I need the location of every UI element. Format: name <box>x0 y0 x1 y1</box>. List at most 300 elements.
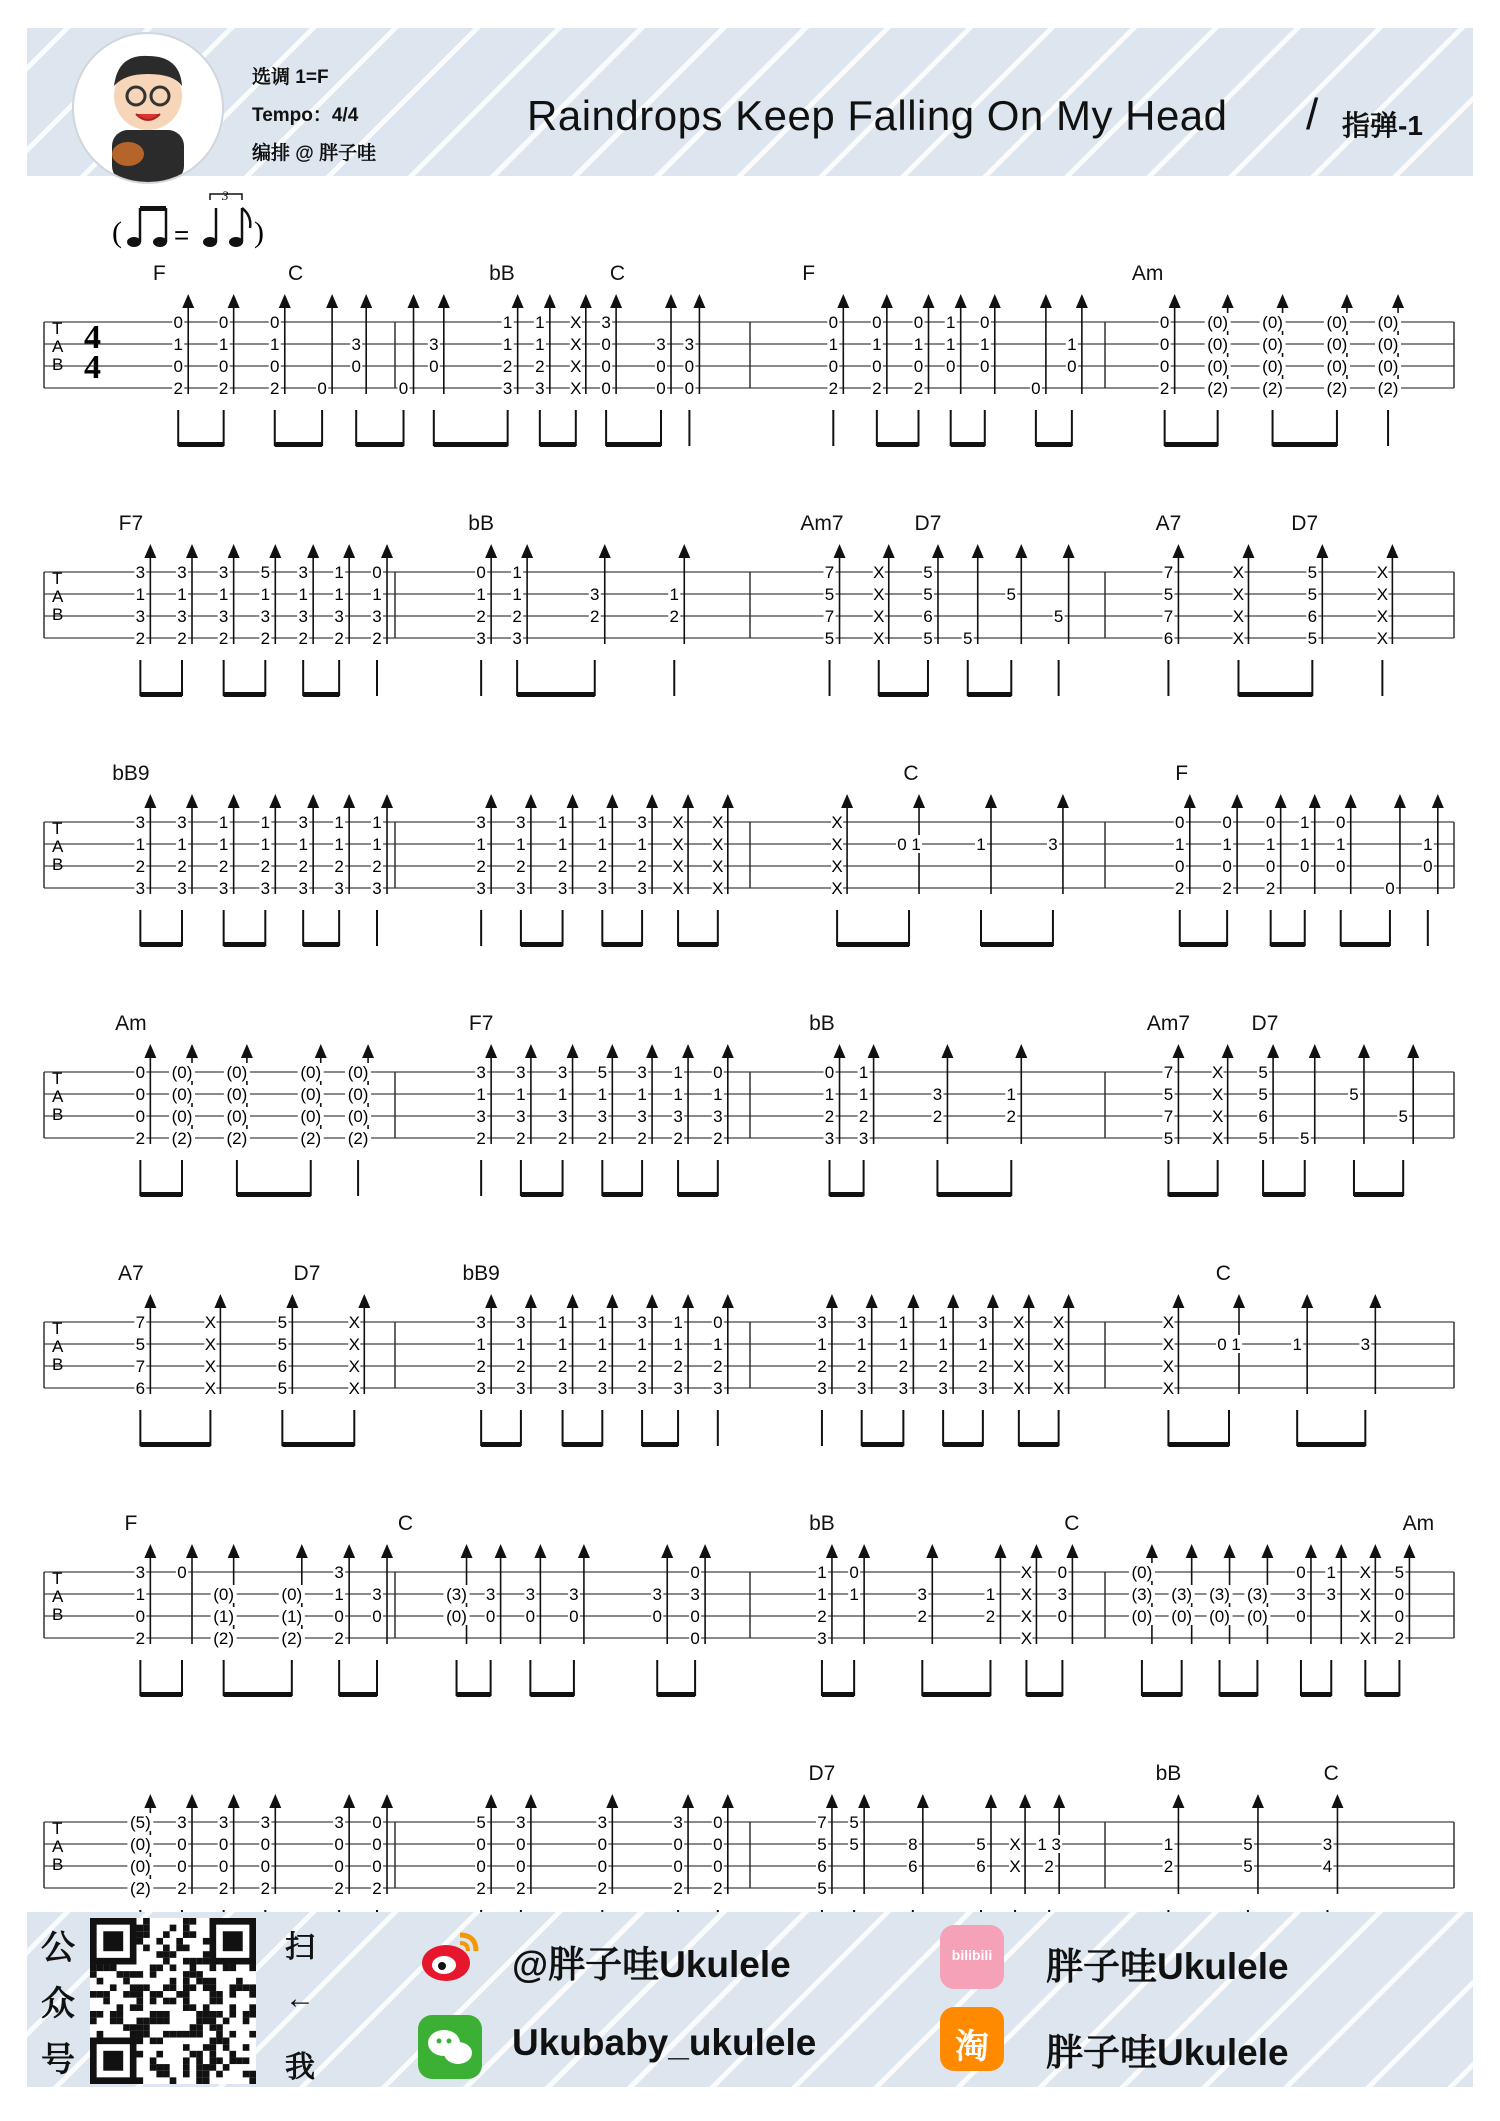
fret-number: 5 <box>817 1835 827 1854</box>
fret-number: 1 <box>856 1335 867 1354</box>
note-stack <box>596 794 618 946</box>
fret-number: 3 <box>298 879 308 898</box>
fret-number: X <box>1052 1357 1065 1376</box>
fret-number: 1 <box>637 1335 647 1354</box>
strum-arrow <box>1224 1544 1236 1558</box>
note-stack <box>1244 1544 1273 1696</box>
fret-number: 3 <box>1360 1335 1371 1354</box>
strum-arrow <box>381 794 393 808</box>
bilibili-icon-text: bilibili <box>951 1947 993 1963</box>
strum-arrow <box>599 544 611 558</box>
fret-number: X <box>1009 1835 1021 1854</box>
fret-number: 0 <box>1265 813 1276 832</box>
strum-arrow <box>1341 294 1353 308</box>
swing-equals: = <box>174 220 190 250</box>
note-stack <box>515 794 537 946</box>
strum-arrow <box>525 1044 537 1058</box>
taobao-icon[interactable] <box>940 2007 1004 2071</box>
note-stack <box>333 1544 355 1696</box>
strum-arrow <box>381 1794 393 1808</box>
fret-number: 2 <box>334 1879 344 1898</box>
chord-label: bB <box>809 1512 835 1535</box>
fret-number: 3 <box>516 1313 526 1332</box>
time-signature-digit: 4 <box>84 349 101 386</box>
fret-number: 2 <box>898 1357 909 1376</box>
tab-clef-letter: A <box>52 837 64 856</box>
fret-number: 0 <box>690 1629 700 1648</box>
strum-arrow <box>269 544 281 558</box>
fret-number: 3 <box>177 1813 187 1832</box>
tab-clef-letter: T <box>52 319 63 338</box>
fret-number: 0 <box>525 1607 536 1626</box>
note-stack <box>557 1294 579 1446</box>
fret-number: 0 <box>713 1835 723 1854</box>
tab-system <box>40 762 1460 992</box>
rhythm-beam <box>530 1692 574 1697</box>
fret-number: 2 <box>1222 879 1232 898</box>
fret-number: 0 <box>713 1313 723 1332</box>
fret-number: 5 <box>1300 1129 1310 1148</box>
note-stack <box>931 1044 953 1196</box>
fret-number: 1 <box>476 1085 486 1104</box>
fret-number: 1 <box>938 1313 948 1332</box>
note-stack <box>712 794 734 946</box>
fret-number: 5 <box>1053 607 1064 626</box>
note-stack <box>1221 794 1243 946</box>
fret-number: 0 <box>372 1813 382 1832</box>
fret-number: 1 <box>1335 835 1346 854</box>
strum-arrow <box>1172 1794 1184 1808</box>
fret-number: 2 <box>669 607 680 626</box>
key-signature: 选调 1=F <box>252 67 329 88</box>
fret-number: 3 <box>260 607 271 626</box>
strum-arrow <box>1076 294 1088 308</box>
fret-number: 1 <box>976 835 986 854</box>
fret-number: X <box>1009 1857 1021 1876</box>
strum-arrow <box>461 1544 473 1558</box>
fret-number: 0 <box>872 313 882 332</box>
fret-number: 1 <box>1067 335 1077 354</box>
note-stack <box>1047 794 1069 946</box>
strum-arrow <box>408 294 420 308</box>
fret-number: 3 <box>512 629 522 648</box>
chord-label: F7 <box>468 1012 494 1035</box>
strum-arrow <box>241 1044 253 1058</box>
fret-number: 1 <box>817 1563 827 1582</box>
fret-number: X <box>1052 1335 1065 1354</box>
strum-arrow <box>512 294 524 308</box>
fret-number: 1 <box>713 1085 723 1104</box>
fret-number: 7 <box>817 1813 827 1832</box>
swing-triplet-number: 3 <box>222 190 229 203</box>
fret-number: X <box>1359 1629 1372 1648</box>
fret-number: 1 <box>1300 813 1310 832</box>
fret-number: 3 <box>978 1313 988 1332</box>
weibo-icon[interactable] <box>418 1925 482 1989</box>
tab-staff <box>40 1512 1460 1742</box>
fret-number: 5 <box>849 1835 859 1854</box>
fret-number: 0 <box>476 1835 486 1854</box>
fret-number: 1 <box>512 563 522 582</box>
chord-label: C <box>397 1512 413 1535</box>
rhythm-beam <box>540 442 576 447</box>
fret-number: 1 <box>557 835 568 854</box>
strum-arrow <box>186 544 198 558</box>
fret-number: 3 <box>978 1379 988 1398</box>
fret-number: (0) <box>1171 1607 1193 1626</box>
chord-label: C <box>1215 1262 1231 1285</box>
tab-clef-letter: T <box>52 1319 63 1338</box>
note-stack <box>1260 294 1289 446</box>
fret-number: X <box>348 1379 360 1398</box>
fret-number: (0) <box>1377 335 1399 354</box>
strum-arrow <box>186 1794 198 1808</box>
fret-number: 0 <box>177 1563 187 1582</box>
fret-number: 7 <box>1163 1063 1174 1082</box>
fret-number: 7 <box>824 563 835 582</box>
fret-number: 0 <box>656 379 666 398</box>
rhythm-beam <box>140 692 182 697</box>
fret-number: 2 <box>476 1129 486 1148</box>
fret-number: 0 <box>1300 857 1310 876</box>
fret-number: 3 <box>856 1313 867 1332</box>
fret-number: 0 <box>429 357 439 376</box>
fret-number: 2 <box>135 1629 146 1648</box>
fret-number: (0) <box>1377 357 1399 376</box>
bilibili-handle[interactable]: 胖子哇Ukulele <box>1046 1946 1289 1987</box>
fret-number: 0 <box>1175 813 1185 832</box>
fret-number: 3 <box>476 1107 486 1126</box>
fret-number: 3 <box>713 1107 723 1126</box>
fret-number: 2 <box>673 1357 683 1376</box>
tab-staff <box>40 262 1460 492</box>
fret-number: X <box>570 335 582 354</box>
fret-number: 2 <box>913 379 924 398</box>
rhythm-beam <box>1026 1692 1062 1697</box>
fret-number: 0 <box>656 357 666 376</box>
fret-number: (0) <box>1207 313 1229 332</box>
tab-clef-letter: A <box>52 1087 64 1106</box>
strum-arrow <box>858 1544 870 1558</box>
title-separator: / <box>1306 90 1319 139</box>
fret-number: 2 <box>135 1129 146 1148</box>
tab-clef-letter: T <box>52 819 63 838</box>
note-stack <box>1324 294 1353 446</box>
fret-number: 1 <box>637 1085 647 1104</box>
fret-number: 1 <box>1175 835 1185 854</box>
fret-number: 1 <box>858 1085 869 1104</box>
fret-number: 3 <box>1057 1585 1068 1604</box>
avatar <box>72 32 224 184</box>
note-stack <box>428 294 450 446</box>
rhythm-beam <box>178 442 223 447</box>
fret-number: X <box>1376 607 1389 626</box>
fret-number: 7 <box>135 1357 146 1376</box>
fret-number: 0 <box>516 1857 526 1876</box>
note-stack <box>297 794 319 946</box>
fret-number: 2 <box>1159 379 1170 398</box>
fret-number: (0) <box>281 1585 303 1604</box>
fret-number: 3 <box>476 813 486 832</box>
strum-arrow <box>343 544 355 558</box>
chord-label: C <box>1323 1762 1339 1785</box>
fret-number: 3 <box>917 1585 928 1604</box>
strum-arrow <box>881 294 893 308</box>
fret-number: 0 <box>1222 813 1232 832</box>
qr-label-char: 号 <box>41 2041 75 2079</box>
fret-number: 5 <box>976 1835 986 1854</box>
fret-number: 1 <box>298 585 308 604</box>
strum-arrow <box>567 1294 579 1308</box>
strum-arrow <box>907 1294 919 1308</box>
fret-number: 1 <box>817 1585 827 1604</box>
tab-clef-letter: A <box>52 337 64 356</box>
fret-number: (0) <box>1247 1607 1268 1626</box>
fret-number: 0 <box>372 1607 382 1626</box>
fret-number: X <box>873 563 885 582</box>
note-stack <box>1053 1294 1075 1446</box>
fret-number: X <box>1013 1313 1025 1332</box>
chord-label: bB9 <box>112 762 150 785</box>
fret-number: 2 <box>1006 1107 1017 1126</box>
note-stack <box>534 294 556 446</box>
rhythm-beam <box>521 1192 563 1197</box>
fret-number: 1 <box>476 585 486 604</box>
fret-number: 1 <box>218 585 229 604</box>
note-stack <box>816 1544 838 1696</box>
fret-number: 3 <box>298 607 308 626</box>
fret-number: 0 <box>713 1813 723 1832</box>
fret-number: 2 <box>516 1129 526 1148</box>
qr-code[interactable] <box>90 1918 256 2084</box>
fret-number: X <box>1013 1357 1025 1376</box>
fret-number: 1 <box>135 1585 146 1604</box>
note-stack <box>824 544 846 696</box>
chord-label: D7 <box>914 512 942 535</box>
note-stack <box>668 544 690 696</box>
note-stack <box>1265 794 1287 946</box>
rhythm-beam <box>237 1192 311 1197</box>
strum-arrow <box>580 294 592 308</box>
swing-paren-close: ) <box>254 216 264 249</box>
strum-arrow <box>699 1544 711 1558</box>
weibo-handle[interactable]: @胖子哇Ukulele <box>512 1944 791 1985</box>
fret-number: 0 <box>476 1857 486 1876</box>
note-stack <box>557 794 579 946</box>
fret-number: X <box>831 813 843 832</box>
fret-number: 2 <box>516 1879 526 1898</box>
note-stack <box>600 294 622 446</box>
strum-arrow <box>1015 544 1027 558</box>
tab-system <box>40 262 1460 492</box>
note-stack <box>1291 1294 1313 1446</box>
strum-arrow <box>1309 1044 1321 1058</box>
fret-number: 5 <box>1006 585 1017 604</box>
fret-number: 3 <box>516 879 526 898</box>
tab-clef-letter: T <box>52 1569 63 1588</box>
rhythm-beam <box>563 1442 603 1447</box>
note-stack <box>827 294 849 446</box>
fret-number: 3 <box>135 607 146 626</box>
tab-clef-letter: T <box>52 569 63 588</box>
strum-arrow <box>144 1794 156 1808</box>
fret-number: 5 <box>277 1313 288 1332</box>
strum-arrow <box>578 1544 590 1558</box>
note-stack <box>962 544 984 696</box>
fret-number: 3 <box>590 585 600 604</box>
rhythm-beam <box>303 692 339 697</box>
note-stack <box>475 1044 497 1196</box>
note-stack <box>515 1294 537 1446</box>
fret-number: 0 <box>334 1857 344 1876</box>
note-stack <box>1216 1294 1245 1446</box>
fret-number: 0 <box>872 357 882 376</box>
tab-staff <box>40 762 1460 992</box>
tab-clef-letter: B <box>52 1105 64 1124</box>
strum-arrow <box>1146 1544 1158 1558</box>
strum-arrow <box>485 544 497 558</box>
strum-arrow <box>525 794 537 808</box>
fret-number: (0) <box>171 1063 193 1082</box>
note-stack <box>350 294 372 446</box>
fret-number: 2 <box>597 1357 608 1376</box>
fret-number: X <box>1232 629 1245 648</box>
fret-number: 6 <box>277 1357 288 1376</box>
strum-arrow <box>1301 1294 1313 1308</box>
fret-number: 0 <box>597 1857 608 1876</box>
strum-arrow <box>606 1044 618 1058</box>
fret-number: X <box>712 857 724 876</box>
wechat-icon[interactable] <box>418 2015 482 2079</box>
rhythm-beam <box>678 942 718 947</box>
fret-number: 3 <box>135 1563 146 1582</box>
strum-arrow <box>307 544 319 558</box>
rhythm-beam <box>1273 442 1337 447</box>
fret-number: X <box>1211 1129 1224 1148</box>
note-stack <box>689 1544 711 1696</box>
fret-number: 3 <box>652 1585 662 1604</box>
fret-number: 0 <box>317 379 327 398</box>
fret-number: X <box>831 879 843 898</box>
strum-arrow <box>228 1794 240 1808</box>
fret-number: 3 <box>557 879 568 898</box>
fret-number: (3) <box>1171 1585 1193 1604</box>
fret-number: 0 <box>218 1857 229 1876</box>
taobao-handle[interactable]: 胖子哇Ukulele <box>1046 2032 1289 2073</box>
fret-number: (0) <box>1131 1563 1153 1582</box>
fret-number: 1 <box>372 835 382 854</box>
fret-number: 5 <box>849 1813 859 1832</box>
fret-number: 3 <box>334 879 344 898</box>
strum-arrow <box>1233 1294 1245 1308</box>
fret-number: 0 <box>1335 813 1346 832</box>
fret-number: 3 <box>177 607 187 626</box>
rhythm-beam <box>943 1442 983 1447</box>
fret-number: 6 <box>976 1857 986 1876</box>
fret-number: 0 <box>135 1063 146 1082</box>
note-stack <box>176 544 198 696</box>
fret-number: X <box>873 629 885 648</box>
fret-number: 0 1 <box>1217 1335 1241 1354</box>
fret-number: 2 <box>270 379 280 398</box>
fret-number: 4 <box>1322 1857 1333 1876</box>
note-stack <box>134 1544 156 1696</box>
fret-number: 0 <box>713 1857 723 1876</box>
strum-arrow <box>1015 1044 1027 1058</box>
fret-number: 2 <box>673 1129 683 1148</box>
fret-number: X <box>1162 1379 1175 1398</box>
title-subtitle: 指弹-1 <box>1342 110 1423 141</box>
rhythm-beam <box>1354 1192 1403 1197</box>
fret-number: 2 <box>932 1107 943 1126</box>
tab-clef-letter: B <box>52 605 64 624</box>
fret-number: 5 <box>1307 563 1318 582</box>
note-stack <box>259 544 281 696</box>
rhythm-beam <box>224 942 266 947</box>
strum-arrow <box>987 1294 999 1308</box>
chord-label: bB <box>1155 1762 1182 1785</box>
note-stack <box>524 1544 546 1696</box>
fret-number: 0 <box>673 1857 683 1876</box>
fret-number: 3 <box>1322 1835 1333 1854</box>
fret-number: 5 <box>1349 1085 1359 1104</box>
note-stack <box>1257 1044 1279 1196</box>
strum-arrow <box>269 794 281 808</box>
note-stack <box>937 1294 959 1446</box>
fret-number: 0 <box>828 313 839 332</box>
fret-number: 1 <box>637 835 647 854</box>
strum-arrow <box>868 1044 880 1058</box>
fret-number: 0 <box>1159 335 1170 354</box>
note-stack <box>1359 1294 1381 1446</box>
chord-label: D7 <box>293 1262 321 1285</box>
fret-number: X <box>570 313 582 332</box>
fret-number: 5 <box>1243 1857 1253 1876</box>
fret-number: 3 <box>218 607 229 626</box>
fret-number: X <box>348 1335 360 1354</box>
fret-number: 3 <box>298 813 308 832</box>
tab-clef-letter: A <box>52 1337 64 1356</box>
fret-number: 0 <box>1265 857 1276 876</box>
fret-number: 1 <box>177 585 187 604</box>
strum-arrow <box>985 794 997 808</box>
strum-arrow <box>326 294 338 308</box>
fret-number: X <box>348 1357 360 1376</box>
fret-number: 0 <box>1159 313 1170 332</box>
note-stack <box>224 1044 253 1196</box>
rhythm-beam <box>339 1692 377 1697</box>
fret-number: 0 <box>485 1607 496 1626</box>
fret-number: (3) <box>1131 1585 1153 1604</box>
chord-label: A7 <box>118 1262 144 1285</box>
fret-number: (0) <box>1131 1607 1153 1626</box>
fret-number: 1 <box>597 813 608 832</box>
wechat-handle[interactable]: Ukubaby_ukulele <box>512 2022 817 2063</box>
fret-number: 2 <box>260 629 271 648</box>
strum-arrow <box>610 294 622 308</box>
fret-number: X <box>1232 563 1245 582</box>
fret-number: 3 <box>637 1063 647 1082</box>
strum-arrow <box>343 794 355 808</box>
fret-number: 1 <box>1292 1335 1302 1354</box>
note-stack <box>1375 294 1404 446</box>
note-stack <box>896 794 925 946</box>
fret-number: 0 <box>1067 357 1077 376</box>
fret-number: 2 <box>828 379 839 398</box>
bilibili-icon[interactable] <box>940 1925 1004 1989</box>
fret-number: 0 <box>980 313 990 332</box>
fret-number: X <box>1020 1629 1033 1648</box>
